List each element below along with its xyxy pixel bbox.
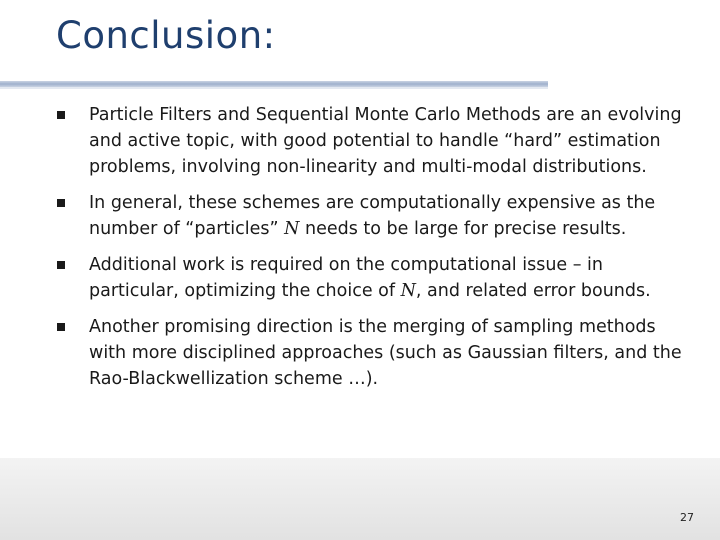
bullet-text: Another promising direction is the merging of sampling methods with more disciplined approaches (such as Gaussian filters, and the Rao-Blackwellization scheme …). — [89, 317, 682, 389]
bullet-item — [57, 190, 687, 242]
math-variable: N — [400, 281, 416, 301]
bullet-item — [57, 102, 687, 180]
page-number: 27 — [680, 511, 694, 524]
bullet-text-after: needs to be large for precise results. — [299, 219, 627, 239]
bullet-text-after: , and related error bounds. — [415, 281, 651, 301]
square-bullet-icon — [57, 323, 65, 331]
bullet-text: Particle Filters and Sequential Monte Carlo Methods are an evolving and active topic, with good potential to handle “hard” estimation problems, involving non-linearity and multi-modal distributions. — [89, 105, 682, 177]
square-bullet-icon — [57, 199, 65, 207]
bullet-list — [57, 102, 687, 402]
square-bullet-icon — [57, 111, 65, 119]
bullet-text-before: Additional work is required on the computational issue – in particular, optimizing the choice of — [89, 255, 604, 301]
bullet-item — [57, 314, 687, 392]
bullet-item — [57, 252, 687, 304]
slide-title: Conclusion: — [56, 14, 276, 57]
footer-band — [0, 458, 720, 540]
square-bullet-icon — [57, 261, 65, 269]
bullet-text-before: In general, these schemes are computationally expensive as the number of “particles” — [89, 193, 656, 239]
math-variable: N — [284, 219, 300, 239]
title-underline-shadow — [0, 87, 548, 89]
